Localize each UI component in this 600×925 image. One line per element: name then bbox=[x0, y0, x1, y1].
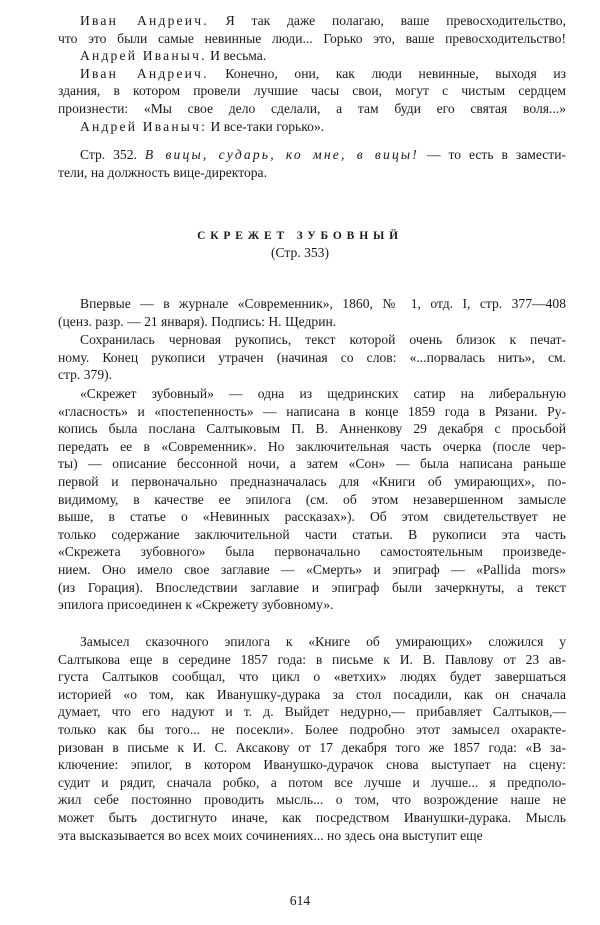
speaker-name: Иван Андреич. bbox=[80, 65, 209, 81]
section-title: СКРЕЖЕТ ЗУБОВНЫЙ bbox=[197, 230, 403, 242]
dialogue-excerpt bbox=[58, 12, 566, 135]
paragraph-line: историей «о том, как Иванушку-дурака за стол посадили, как он сначала bbox=[58, 686, 566, 702]
paragraph-line: может быть достигнуто иначе, как посредством Иванушки-дурака. Мысль bbox=[58, 809, 566, 825]
note-text: — то есть в замести- bbox=[419, 147, 566, 162]
section-heading bbox=[0, 228, 600, 262]
paragraph-line: нием. Оно имело свое заглавие — «Смерть» и эпиграф — «Pallida mors» bbox=[58, 561, 566, 577]
dialogue-line bbox=[58, 47, 566, 65]
speaker-name: Андрей Иваныч: bbox=[80, 118, 208, 134]
commentary-paragraph bbox=[58, 295, 566, 330]
note-line bbox=[58, 146, 566, 164]
dialogue-text: Я так даже полагаю, ваше превосходительство, bbox=[208, 13, 566, 28]
paragraph-line: Впервые — в журнале «Современник», 1860, № 1, отд. I, стр. 377—408 bbox=[80, 296, 566, 311]
dialogue-line bbox=[58, 65, 566, 83]
paragraph-line: выше, в статье о «Невинных рассказах»). Об этом свидетельствует не bbox=[58, 509, 566, 525]
paragraph-line: «гласность» и «постепенность» — написана в конце 1859 года в Рязани. Ру- bbox=[58, 403, 566, 419]
note-text: тели, на должность вице-директора. bbox=[58, 164, 267, 180]
paragraph-line: жил себе постоянно проводить мысль... о том, что возрождение наше не bbox=[58, 792, 566, 808]
paragraph-line: ключение: эпилог, в котором Иванушко-дурачок снова выступает на сцену: bbox=[58, 757, 566, 773]
commentary-paragraph bbox=[58, 633, 566, 844]
paragraph-line: «Скрежета зубовного» была первоначально самостоятельным произведе- bbox=[58, 544, 566, 560]
paragraph-line: ному. Конец рукописи утрачен (начиная со слов: «...порвалась нить», см. bbox=[58, 349, 566, 365]
note-line bbox=[58, 164, 566, 182]
paragraph-line: ризован в письме к И. С. Аксакову от 17 декабря того же 1857 года: «В за- bbox=[58, 739, 566, 755]
speaker-name: Андрей Иваныч. bbox=[80, 48, 207, 64]
commentary-paragraph bbox=[58, 385, 566, 614]
speaker-name: Иван Андреич. bbox=[80, 13, 209, 28]
paragraph-line: Замысел сказочного эпилога к «Книге об умирающих» сложился у bbox=[80, 634, 566, 649]
dialogue-line bbox=[58, 82, 566, 100]
dialogue-text: что это были самые невинные люди... Горько это, ваше превосходительство! bbox=[58, 30, 566, 46]
paragraph-line: Сохранилась черновая рукопись, текст которой очень близок к печат- bbox=[80, 332, 566, 347]
paragraph-line: только как бы того... не посекли». Более подробно этот замысел охаракте- bbox=[58, 721, 566, 737]
dialogue-line bbox=[58, 12, 566, 30]
paragraph-line: «Скрежет зубовный» — одна из щедринских сатир на либеральную bbox=[80, 386, 566, 401]
paragraph-line: видимому, в качестве ее эпилога (см. об этом незавершенном замысле bbox=[58, 491, 566, 507]
paragraph-line: копись была послана Салтыковым П. В. Анненкову 29 декабря с просьбой bbox=[58, 421, 566, 437]
dialogue-line bbox=[58, 100, 566, 118]
commentary-paragraph bbox=[58, 331, 566, 384]
paragraph-line: Салтыкова еще в середине 1857 года: в письме к И. В. Павлову от 23 ав- bbox=[58, 651, 566, 667]
paragraph-line: судит и рядит, сначала робко, а потом все лучше и лучше... я предполо- bbox=[58, 774, 566, 790]
note-quote: В вицы, сударь, ко мне, в вицы! bbox=[144, 147, 420, 162]
dialogue-line bbox=[58, 118, 566, 136]
paragraph-line: только содержание заключительной части статьи. В рукописи эта часть bbox=[58, 526, 566, 542]
page-number: 614 bbox=[289, 893, 311, 908]
paragraph-line: ты) — описание бессонной ночи, а затем «Сон» — была написана раньше bbox=[58, 456, 566, 472]
section-page-ref: (Стр. 353) bbox=[270, 245, 330, 260]
paragraph-line: густа Салтыков сообщал, что цикл о «ветхих» людях будет завершаться bbox=[58, 669, 566, 685]
paragraph-line: эта высказывается во всех моих сочинениях... но здесь она выступит еще bbox=[58, 827, 483, 843]
paragraph-line: эпилога присоединен к «Скрежету зубовному». bbox=[58, 597, 334, 613]
paragraph-line: (из Горация). Впоследствии заглавие и эпиграф были зачеркнуты, а текст bbox=[58, 579, 566, 595]
paragraph-line: первой и первоначально предназначалась для «Книги об умирающих», по- bbox=[58, 473, 566, 489]
paragraph-line: стр. 379). bbox=[58, 367, 113, 383]
paragraph-line: (ценз. разр. — 21 января). Подпись: Н. Щедрин. bbox=[58, 313, 337, 329]
note-page-352 bbox=[58, 146, 566, 181]
dialogue-text: И все-таки горько». bbox=[207, 118, 325, 134]
dialogue-text: Конечно, они, как люди невинные, выходя из bbox=[208, 65, 566, 81]
dialogue-text: здания, в котором провели лучшие часы свои, могут с чистым сердцем bbox=[58, 83, 566, 99]
dialogue-text: произнести: «Мы свое дело сделали, а там буди его святая воля...» bbox=[58, 100, 566, 116]
paragraph-line: передать ее в «Современник». Но заключительная часть очерка (после чер- bbox=[58, 438, 566, 454]
paragraph-line: думает, что его надуют и т. д. Выйдет недурно,— прибавляет Салтыков,— bbox=[58, 704, 566, 720]
dialogue-text: И весьма. bbox=[206, 48, 267, 64]
note-ref: Стр. 352. bbox=[80, 147, 145, 162]
dialogue-line bbox=[58, 30, 566, 48]
